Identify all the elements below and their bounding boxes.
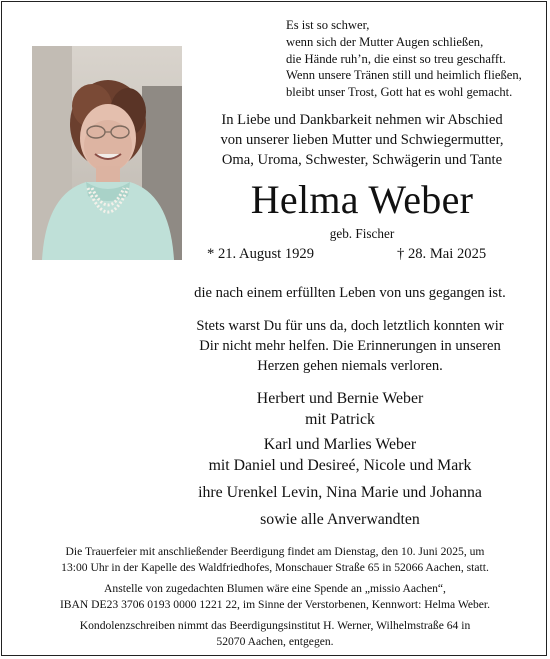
poem bbox=[286, 17, 522, 101]
mourner-line: sowie alle Anverwandten bbox=[260, 511, 420, 528]
memory-line: Stets warst Du für uns da, doch letztlich konnten wir bbox=[196, 318, 504, 334]
donation-line: IBAN DE23 3706 0193 0000 1221 22, im Sinne der Verstorbenen, Kennwort: Helma Weber. bbox=[59, 598, 491, 612]
memory-text bbox=[150, 316, 550, 376]
intro-line: In Liebe und Dankbarkeit nehmen wir Abschied bbox=[221, 112, 503, 128]
poem-line: wenn sich der Mutter Augen schließen, bbox=[286, 34, 484, 49]
birth-date: * 21. August 1929 bbox=[207, 246, 315, 262]
passed-line: die nach einem erfüllten Leben von uns gegangen ist. bbox=[194, 285, 506, 301]
poem-line: Wenn unsere Tränen still und heimlich fließen, bbox=[286, 68, 522, 83]
mourners-list bbox=[130, 388, 550, 530]
intro-line: von unserer lieben Mutter und Schwiegermutter, bbox=[220, 132, 504, 148]
mourner-line: Herbert und Bernie Weber bbox=[256, 390, 424, 407]
funeral-line: Die Trauerfeier mit anschließender Beerdigung findet am Dienstag, den 10. Juni 2025, um bbox=[65, 545, 485, 558]
donation-line: Anstelle von zugedachten Blumen wäre eine Spende an „missio Aachen“, bbox=[104, 581, 446, 595]
maiden-name: geb. Fischer bbox=[329, 226, 395, 241]
poem-line: bleibt unser Trost, Gott hat es wohl gemacht. bbox=[286, 85, 513, 100]
farewell-intro bbox=[187, 110, 537, 170]
condolence-line: Kondolenzschreiben nimmt das Beerdigungsinstitut H. Werner, Wilhelmstraße 64 in bbox=[79, 618, 471, 632]
funeral-information bbox=[16, 544, 534, 650]
death-date: † 28. Mai 2025 bbox=[397, 246, 487, 262]
portrait-photo bbox=[32, 46, 182, 260]
deceased-name: Helma Weber bbox=[250, 177, 474, 222]
intro-line: Oma, Uroma, Schwester, Schwägerin und Tante bbox=[221, 152, 503, 168]
memory-line: Dir nicht mehr helfen. Die Erinnerungen in unseren bbox=[199, 338, 501, 354]
funeral-line: 13:00 Uhr in der Kapelle des Waldfriedhofes, Monschauer Straße 65 in 52066 Aachen, statt. bbox=[61, 561, 489, 575]
mourner-line: mit Daniel und Desireé, Nicole und Mark bbox=[208, 457, 472, 474]
memory-line: Herzen gehen niemals verloren. bbox=[257, 358, 443, 374]
mourner-line: Karl und Marlies Weber bbox=[263, 436, 417, 453]
mourner-line: mit Patrick bbox=[305, 411, 375, 428]
condolence-line: 52070 Aachen, entgegen. bbox=[216, 635, 334, 649]
mourner-line: ihre Urenkel Levin, Nina Marie und Johanna bbox=[198, 484, 482, 501]
poem-line: die Hände ruh’n, die einst so treu geschafft. bbox=[286, 51, 506, 66]
poem-line: Es ist so schwer, bbox=[286, 18, 370, 32]
